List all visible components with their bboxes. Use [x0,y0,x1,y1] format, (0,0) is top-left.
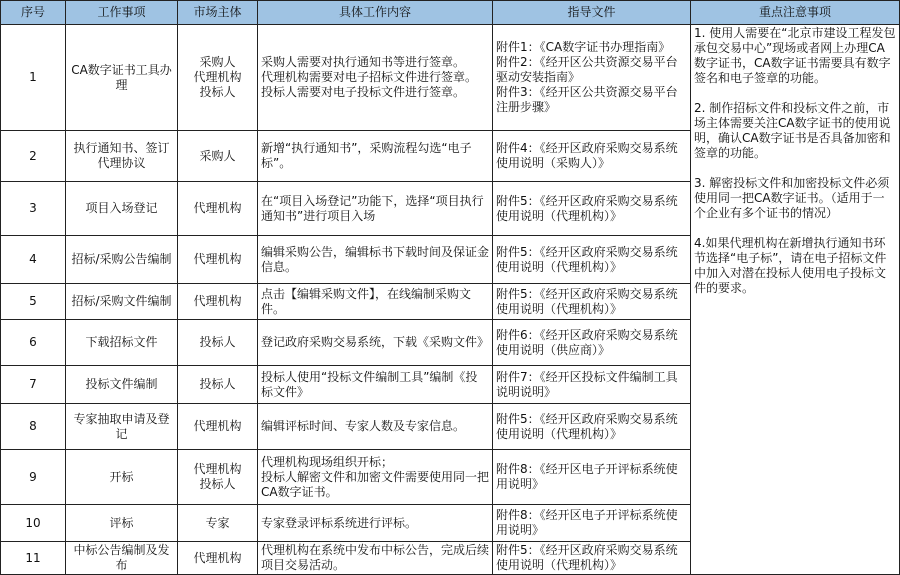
guide-cell [493,542,691,575]
guide-cell [493,505,691,542]
subject-cell [178,404,258,450]
guide-line: 附件5：《经开区政府采购交易系统使用说明（代理机构）》 [496,543,678,572]
guide-cell [493,404,691,450]
seq-cell: 7 [1,366,66,404]
subject-cell [178,320,258,366]
seq-cell: 1 [1,25,66,131]
guide-line: 附件5：《经开区政府采购交易系统使用说明（代理机构）》 [496,193,678,223]
header-content: 具体工作内容 [258,1,493,25]
guide-line: 附件4：《经开区政府采购交易系统使用说明（采购人）》 [496,141,678,170]
task-cell: 中标公告编制及发布 [66,542,178,575]
guide-line: 附件7：《经开区投标文件编制工具说明说明》 [496,369,678,399]
task-cell: 评标 [66,505,178,542]
header-guide: 指导文件 [493,1,691,25]
seq-cell: 9 [1,450,66,505]
content-cell [258,450,493,505]
subject-line: 代理机构 [193,294,242,308]
note-paragraph: 1. 使用人需要在“北京市建设工程发包承包交易中心”现场或者网上办理CA数字证书，CA数字证书需要具有数字签名和电子签章的功能。 [694,26,896,85]
note-paragraph: 3. 解密投标文件和加密投标文件必须使用同一把CA数字证书。（适用于一个企业有多个证书的情况） [694,176,890,220]
seq-cell: 4 [1,236,66,284]
subject-cell [178,505,258,542]
subject-cell [178,284,258,320]
content-cell [258,366,493,404]
guide-cell [493,131,691,182]
seq-cell: 8 [1,404,66,450]
task-cell: 开标 [66,450,178,505]
header-seq: 序号 [1,1,66,25]
task-cell: 下载招标文件 [66,320,178,366]
task-cell: 招标/采购公告编制 [66,236,178,284]
subject-line: 代理机构 [193,70,242,84]
guide-line: 附件8：《经开区电子开评标系统使用说明》 [496,508,678,537]
subject-line: 投标人 [199,335,236,349]
note-paragraph: 4.如果代理机构在新增执行通知书环节选择“电子标”，请在电子招标文件中加入对潜在投标人使用电子投标文件的要求。 [694,236,887,295]
content-cell [258,25,493,131]
seq-cell: 2 [1,131,66,182]
content-line: 新增“执行通知书”，采购流程勾选“电子标”。 [261,141,472,170]
content-line: 点击【编辑采购文件】，在线编制采购文件。 [261,286,472,316]
content-line: 编辑采购公告，编辑标书下载时间及保证金信息。 [261,244,490,274]
guide-line: 附件6：《经开区政府采购交易系统使用说明（供应商）》 [496,327,678,357]
subject-line: 代理机构 [193,550,242,565]
content-line: 在“项目入场登记”功能下，选择“项目执行通知书”进行项目入场 [261,193,484,223]
subject-cell [178,450,258,505]
task-cell: 专家抽取申请及登记 [66,404,178,450]
content-line: 投标人使用“投标文件编制工具”编制《投标文件》 [261,369,478,399]
subject-line: 采购人 [199,55,236,69]
guide-line: 附件3：《经开区公共资源交易平台注册步骤》 [496,85,678,114]
subject-line: 代理机构 [193,201,242,215]
subject-cell [178,542,258,575]
content-cell [258,404,493,450]
content-line: 专家登录评标系统进行评标。 [261,515,418,530]
content-cell [258,236,493,284]
header-subject: 市场主体 [178,1,258,25]
seq-cell: 11 [1,542,66,575]
content-line: 采购人需要对执行通知书等进行签章。 [261,55,466,69]
subject-line: 投标人 [199,477,236,491]
task-cell: CA数字证书工具办理 [66,25,178,131]
content-line: 代理机构在系统中发布中标公告，完成后续项目交易活动。 [261,543,490,572]
content-line: 投标人需要对电子投标文件进行签章。 [261,85,466,99]
content-cell [258,182,493,236]
guide-cell [493,366,691,404]
guide-cell [493,320,691,366]
guide-line: 附件2：《经开区公共资源交易平台驱动安装指南》 [496,55,678,84]
content-line: 登记政府采购交易系统，下载《采购文件》 [261,335,490,349]
header-row [1,1,900,25]
content-line: 代理机构现场组织开标； [261,454,394,469]
task-cell: 招标/采购文件编制 [66,284,178,320]
guide-line: 附件5：《经开区政府采购交易系统使用说明（代理机构）》 [496,411,678,441]
guide-line: 附件8：《经开区电子开评标系统使用说明》 [496,462,678,491]
task-cell: 项目入场登记 [66,182,178,236]
subject-line: 投标人 [199,85,236,99]
table-row [1,25,900,131]
subject-line: 专家 [205,515,230,530]
guide-cell [493,182,691,236]
task-cell: 投标文件编制 [66,366,178,404]
header-task: 工作事项 [66,1,178,25]
guide-line: 附件5：《经开区政府采购交易系统使用说明（代理机构）》 [496,286,678,316]
content-line: 代理机构需要对电子招标文件进行签章。 [261,70,478,84]
seq-cell: 5 [1,284,66,320]
header-notes: 重点注意事项 [691,1,900,25]
subject-line: 采购人 [199,148,236,163]
content-cell [258,505,493,542]
content-line: 编辑评标时间、专家人数及专家信息。 [261,419,466,433]
guide-cell [493,450,691,505]
subject-cell [178,366,258,404]
subject-cell [178,131,258,182]
note-paragraph: 2. 制作招标文件和投标文件之前，市场主体需要关注CA数字证书的使用说明，确认CA数字证书是否具备加密和签章的功能。 [694,101,891,160]
subject-cell [178,236,258,284]
subject-cell [178,25,258,131]
seq-cell: 3 [1,182,66,236]
content-cell [258,320,493,366]
content-cell [258,284,493,320]
content-line: 投标人解密文件和加密文件需要使用同一把CA数字证书。 [261,469,490,499]
subject-line: 代理机构 [193,252,242,266]
guide-line: 附件1：《CA数字证书办理指南》 [496,40,671,54]
guide-cell [493,25,691,131]
subject-cell [178,182,258,236]
task-cell: 执行通知书、签订代理协议 [66,131,178,182]
seq-cell: 6 [1,320,66,366]
content-cell [258,542,493,575]
guide-cell [493,284,691,320]
seq-cell: 10 [1,505,66,542]
guide-line: 附件5：《经开区政府采购交易系统使用说明（代理机构）》 [496,244,678,274]
subject-line: 代理机构 [193,462,242,476]
notes-cell [691,25,900,575]
subject-line: 代理机构 [193,419,242,433]
content-cell [258,131,493,182]
guide-cell [493,236,691,284]
subject-line: 投标人 [199,377,236,391]
